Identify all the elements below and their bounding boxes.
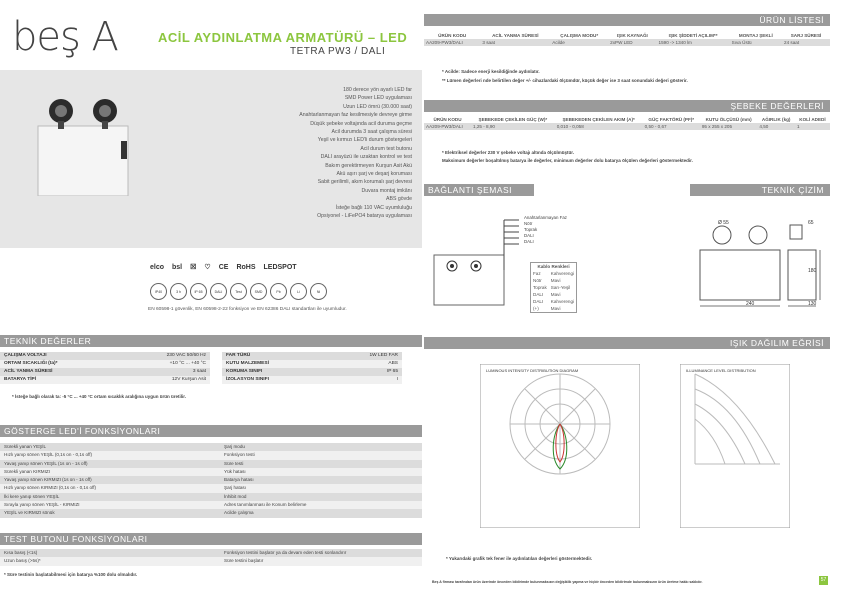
- function-meaning: Şarj hatası: [224, 485, 246, 491]
- sebeke-cell: AA209-PW3/DALI: [426, 124, 463, 129]
- function-state: Uzun basış (>5s)*: [4, 558, 41, 564]
- sebeke-cell: 1: [796, 124, 800, 129]
- function-state: Kısa basış (<1s): [4, 550, 38, 555]
- cert-logo: bsl: [172, 264, 183, 271]
- cable-row: [531, 270, 577, 277]
- function-meaning: Fonksiyon testini başlatır ya da devam eden testi sonlandırır: [224, 550, 347, 555]
- cert-logo: ☒: [190, 264, 197, 271]
- cable-row: [531, 277, 577, 284]
- cable-cell: DALI: [533, 292, 544, 297]
- gosterge-bar: GÖSTERGE LED'İ FONKSİYONLARI: [0, 425, 422, 437]
- feature-item: ABS gövde: [386, 196, 412, 203]
- teknik-label: BATARYA TİPİ: [4, 377, 37, 382]
- teknik-value: I: [396, 377, 398, 382]
- function-state: İki kere yanıp sönen YEŞİL: [4, 493, 60, 499]
- urun-header: IŞIK ŞİDDETİ AÇILIM**: [668, 33, 718, 38]
- sebeke-cell: 0,50 - 0,67: [644, 124, 667, 129]
- sebeke-cell: 1,25 - 8,90: [472, 124, 495, 129]
- illuminance-chart: [680, 364, 790, 528]
- feature-item: Sabit gerilimli, akım korumalı şarj devresi: [317, 179, 412, 186]
- teknik-label: ÇALIŞMA VOLTAJI: [4, 353, 47, 358]
- feature-circle-icon: Test: [230, 283, 247, 300]
- function-state: Sürekli yanan YEŞİL: [4, 444, 47, 449]
- feature-item: Bakım gerektirmeyen Kurşun Asit Akü: [325, 162, 412, 169]
- function-row: [0, 460, 422, 468]
- function-meaning: Fonksiyon testi: [224, 452, 255, 458]
- urun-cell: 3 saat: [482, 40, 495, 45]
- teknik-value: 3 saat: [192, 369, 206, 374]
- urun-cell: 2xPW LED: [610, 40, 633, 45]
- function-meaning: Süre testini başlatır: [224, 558, 264, 564]
- test-bar: TEST BUTONU FONKSİYONLARI: [0, 533, 422, 545]
- wiring-label: Anahtarlanmayan Faz: [524, 215, 567, 220]
- teknik-value: ABS: [388, 361, 398, 366]
- teknik-row: [0, 352, 210, 360]
- feature-circle-icon: Pb: [270, 283, 287, 300]
- teknik-left: [0, 352, 210, 384]
- wiring-label: DALI: [524, 233, 534, 238]
- sebeke-header: KUTU ÖLÇÜSÜ (mm): [705, 117, 752, 122]
- function-row: [0, 443, 422, 451]
- cable-cell: Sarı-Yeşil: [550, 285, 571, 290]
- feature-item: DALI arayüzü ile uzaktan kontrol ve test: [320, 154, 412, 161]
- urun-header: ACİL YANMA SÜRESİ: [492, 33, 539, 38]
- function-meaning: Adres tanımlanması ile Konum belirleme: [224, 502, 307, 508]
- page-subtitle: TETRA PW3 / DALI: [290, 46, 386, 57]
- sebeke-header: AĞIRLIK (kg): [761, 117, 791, 122]
- teknik-row: [222, 376, 402, 384]
- cert-logo: ♡: [204, 264, 211, 271]
- feature-circle-icon: 3 h: [170, 283, 187, 300]
- urun-cell: 24 saat: [784, 40, 800, 45]
- test-table: [0, 549, 422, 566]
- function-state: YEŞİL ve KIRMIZI sönük: [4, 510, 55, 516]
- cert-logo: LEDSPOT: [263, 264, 297, 271]
- urun-note-2: ** Lümen değerleri nde belirtilen değer +/- cihazlardaki ölçümdür, küçük değer ise 3 saat sonundaki değeri gösterir.: [442, 78, 688, 83]
- function-state: Yavaş yanıp sönen KIRMIZI (1s on - 1s off): [4, 477, 92, 483]
- feature-item: Düşük şebeke voltajında acil duruma geçme: [310, 120, 412, 127]
- urun-header: ÇALIŞMA MODU*: [560, 33, 599, 38]
- function-meaning: Acilde çalışma: [224, 510, 254, 516]
- function-row: [0, 493, 422, 501]
- teknik-label: İZOLASYON SINIFI: [226, 377, 269, 382]
- urun-header: IŞIK KAYNAĞI: [616, 33, 648, 38]
- wiring-label: Toprak: [524, 227, 538, 232]
- brand-logo: beş A: [12, 14, 118, 60]
- test-note: * Süre testinin başlatabilmesi için batarya %100 dolu olmalıdır.: [4, 572, 138, 577]
- teknik-label: ACİL YANMA SÜRESİ: [4, 369, 53, 374]
- feature-item: 180 derece yön ayarlı LED far: [343, 87, 412, 93]
- dim-65: 65: [808, 220, 814, 226]
- function-meaning: Süre testi: [224, 460, 244, 466]
- function-meaning: Batarya hatası: [224, 477, 254, 483]
- cable-cell: Mavi: [550, 306, 561, 311]
- sebeke-header: KOLİ ADEDİ: [799, 117, 826, 122]
- sebeke-cell: 95 x 255 x 205: [701, 124, 733, 129]
- feature-item: Duvara montaj imkânı: [361, 187, 412, 194]
- sebeke-header: ŞEBEKEDEN ÇEKİLEN AKIM (A)*: [562, 117, 635, 122]
- function-row: [0, 476, 422, 484]
- teknik-row: [222, 360, 402, 368]
- cable-cell: Mavi: [550, 278, 561, 283]
- teknik-value: IP 65: [386, 369, 398, 374]
- feature-circle-icon: IP40: [150, 283, 167, 300]
- cable-cell: Nötr: [533, 278, 542, 283]
- teknik-right: [222, 352, 402, 384]
- feature-item: Uzun LED ömrü (30.000 saat): [343, 103, 412, 110]
- cable-color-table: [530, 262, 577, 313]
- sebeke-table: [424, 116, 830, 130]
- function-row: [0, 451, 422, 459]
- polar-title: LUMINOUS INTENSITY DISTRIBUTION DIAGRAM: [486, 368, 579, 373]
- teknik-row: [222, 352, 402, 360]
- teknik-row: [0, 376, 210, 384]
- function-row: [0, 501, 422, 509]
- cert-logo: CE: [218, 264, 229, 271]
- function-state: Yavaş yanıp sönen YEŞİL (1s on - 1s off): [4, 460, 88, 466]
- feature-circle-icon: DALI: [210, 283, 227, 300]
- feature-list: [172, 86, 412, 221]
- feature-icons: [150, 280, 390, 300]
- feature-item: Anahtarlanmayan faz kesilmesiyle devreye girme: [299, 112, 412, 119]
- cable-table-title: Kablo Renkleri: [537, 264, 570, 269]
- cable-cell: Faz: [533, 271, 541, 276]
- teknik-label: FAR TÜRÜ: [226, 353, 251, 358]
- cable-cell: Kahverengi: [550, 299, 575, 304]
- baglanti-bar: BAĞLANTI ŞEMASI: [424, 184, 534, 196]
- urun-cell: Sıva Üstü: [731, 40, 752, 45]
- product-image: [28, 86, 138, 196]
- teknik-cizim-bar: TEKNİK ÇİZİM: [690, 184, 830, 196]
- cable-row: [531, 291, 577, 298]
- function-row: [0, 549, 422, 557]
- polar-chart: [480, 364, 640, 528]
- cable-row: [531, 284, 577, 291]
- cable-cell: (+): [533, 306, 539, 311]
- dim-180: 180: [808, 268, 817, 274]
- feature-item: SMD Power LED uygulaması: [344, 95, 412, 102]
- feature-circle-icon: Li: [290, 283, 307, 300]
- teknik-label: KORUMA SINIFI: [226, 369, 263, 374]
- feature-item: İsteğe bağlı 110 VAC uyumluluğu: [335, 204, 412, 211]
- teknik-label: ORTAM SICAKLIĞI (ta)*: [4, 361, 58, 366]
- function-state: Sürekli yanan KIRMIZI: [4, 468, 50, 474]
- cable-cell: Mavi: [550, 292, 561, 297]
- chart-note: * Yukarıdaki grafik tek fener ile aydınlatılan değerleri göstermektedir.: [446, 556, 593, 561]
- teknik-row: [222, 368, 402, 376]
- sebeke-note-2: Maksimum değerler boşaltılmış batarya ile değerler, minimum değerler dolu batarya ölçülen değerleri göstermektedir.: [442, 158, 693, 163]
- feature-item: Acil durum test butonu: [360, 145, 412, 152]
- urun-listesi-bar: ÜRÜN LİSTESİ: [424, 14, 830, 26]
- teknik-note: * İsteğe bağlı olarak ta: -5 °C ... +40 °C ortam sıcaklık aralığına uygun ürün üretilir.: [12, 394, 187, 399]
- teknik-value: 230 VAC 50/60 Hz: [166, 353, 206, 358]
- function-state: Sırayla yanıp sönen YEŞİL - KIRMIZI: [4, 502, 80, 508]
- feature-circle-icon: SMD: [250, 283, 267, 300]
- cable-cell: Kahverengi: [550, 271, 575, 276]
- sebeke-note-1: * Elektriksel değerler 230 V şebeke voltajı altında ölçülmüştür.: [442, 150, 575, 155]
- wiring-label: DALI: [524, 239, 534, 244]
- teknik-value: 1W LED FAR: [369, 353, 398, 358]
- teknik-label: KUTU MALZEMESİ: [226, 361, 269, 366]
- function-meaning: Yük hatası: [224, 468, 246, 474]
- sebeke-cell: 4,50: [759, 124, 769, 129]
- function-row: [0, 484, 422, 492]
- function-state: Hızlı yanıp sönen YEŞİL (0,1s on - 0,1s off): [4, 452, 93, 458]
- feature-circle-icon: Ni: [310, 283, 327, 300]
- footer-text: Beş A firması tarafından ürün üzerinde önceden bildirimde bulunmaksızın değişiklik yapma ve hiçbir önceden bildirimde bulunmaksızın ürün üretme hakkı saklıdır.: [432, 580, 703, 584]
- function-row: [0, 509, 422, 517]
- wiring-label: Nötr: [524, 221, 533, 226]
- teknik-degerler-bar: TEKNİK DEĞERLER: [0, 335, 422, 347]
- urun-header: SARJ SÜRESİ: [790, 33, 822, 38]
- dim-diameter: Ø 55: [718, 220, 729, 226]
- page-title: ACİL AYDINLATMA ARMATÜRÜ – LED: [158, 30, 408, 45]
- sebeke-bar: ŞEBEKE DEĞERLERİ: [424, 100, 830, 112]
- function-meaning: İnhibit mod: [224, 493, 247, 499]
- teknik-row: [0, 368, 210, 376]
- cert-logo: RoHS: [236, 264, 256, 271]
- wiring-labels: [524, 215, 567, 245]
- function-state: Hızlı yanıp sönen KIRMIZI (0,1s on - 0,1s off): [4, 485, 97, 491]
- illuminance-title: ILLUMINANCE LEVEL DISTRIBUTION: [686, 368, 756, 373]
- urun-header: ÜRÜN KODU: [438, 33, 467, 38]
- feature-circle-icon: IP 65: [190, 283, 207, 300]
- feature-item: Opsiyonel - LiFePO4 batarya uygulaması: [317, 213, 412, 220]
- sebeke-header: ŞEBEKEDE ÇEKİLEN GÜÇ (W)*: [478, 117, 548, 122]
- sebeke-header: ÜRÜN KODU: [433, 117, 462, 122]
- teknik-value: 12V Kurşun Asit: [171, 377, 206, 382]
- urun-note-1: * Acilde: Sadece enerji kesildiğinde aydınlatır.: [442, 69, 540, 74]
- dim-130: 130: [808, 301, 817, 307]
- isik-bar: IŞIK DAĞILIM EĞRİSİ: [424, 337, 830, 349]
- urun-cell: Acilde: [552, 40, 565, 45]
- urun-cell: 1590 -> 1340 lm: [658, 40, 692, 45]
- cable-cell: Toprak: [533, 285, 547, 290]
- page-number: 57: [820, 577, 827, 583]
- function-row: [0, 557, 422, 565]
- standards-note: EN 60598-1 gövenlik, EN 60598-2-22 fonksiyon ve EN 62386 DALI standartları ile uyumludur.: [148, 307, 347, 312]
- urun-header: MONTAJ ŞEKLİ: [738, 33, 773, 38]
- teknik-value: +10 °C ... +40 °C: [169, 361, 206, 366]
- cert-logo: elco: [150, 264, 165, 271]
- cert-logos: [150, 256, 390, 274]
- function-meaning: Şarj modu: [224, 444, 245, 449]
- dim-240: 240: [746, 301, 755, 307]
- feature-item: Yeşil ve kırmızı LED'li durum göstergeleri: [317, 137, 412, 144]
- cable-cell: DALI: [533, 299, 544, 304]
- function-row: [0, 468, 422, 476]
- teknik-row: [0, 360, 210, 368]
- cable-row: [531, 305, 577, 313]
- sebeke-cell: 0,010 - 0,058: [556, 124, 584, 129]
- urun-cell: AA209-PW3/DALI: [426, 40, 463, 45]
- feature-item: Akü aşırı şarj ve deşarj koruması: [336, 171, 412, 178]
- feature-item: Acil durumda 3 saat çalışma süresi: [331, 129, 412, 136]
- sebeke-header: GÜÇ FAKTÖRÜ (PF)*: [648, 117, 695, 122]
- cable-row: [531, 298, 577, 305]
- urun-table: [424, 32, 830, 46]
- gosterge-table: [0, 443, 422, 518]
